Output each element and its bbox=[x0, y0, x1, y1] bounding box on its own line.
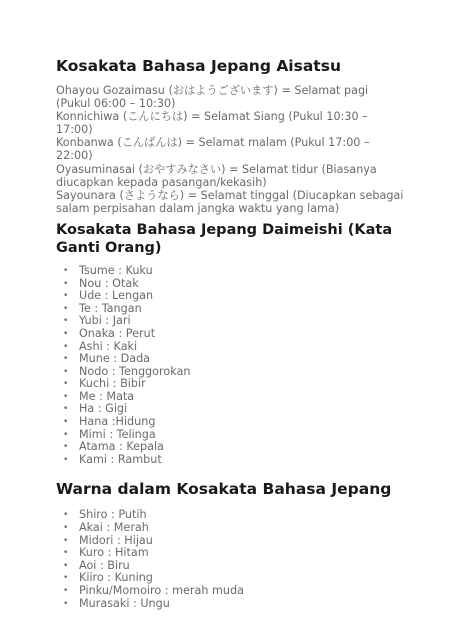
list-item-text: Aoi : Biru bbox=[79, 558, 130, 572]
list-item bbox=[56, 454, 418, 467]
bullet-icon: • bbox=[63, 560, 69, 571]
list-item-text: Me : Mata bbox=[79, 389, 135, 403]
bullet-icon: • bbox=[63, 510, 69, 521]
bullet-icon: • bbox=[63, 573, 69, 584]
bullet-icon: • bbox=[63, 535, 69, 546]
bullet-icon: • bbox=[63, 341, 69, 352]
bullet-icon: • bbox=[63, 354, 69, 365]
aisatsu-line: Ohayou Gozaimasu (おはようございます) = Selamat pagi (Pukul 06:00 – 10:30) bbox=[56, 84, 369, 111]
list-item-text: Tsume : Kuku bbox=[79, 263, 153, 277]
aisatsu-line: Oyasuminasai (おやすみなさい) = Selamat tidur (Biasanya diucapkan kepada pasangan/kekasih) bbox=[56, 162, 377, 189]
daimeishi-list bbox=[56, 265, 418, 467]
bullet-icon: • bbox=[63, 379, 69, 390]
bullet-icon: • bbox=[63, 429, 69, 440]
warna-list bbox=[56, 509, 418, 610]
bullet-icon: • bbox=[63, 303, 69, 314]
list-item-text: Pinku/Momoiro : merah muda bbox=[79, 584, 244, 597]
bullet-icon: • bbox=[63, 328, 69, 339]
bullet-icon: • bbox=[63, 586, 69, 596]
heading-daimeishi: Kosakata Bahasa Jepang Daimeishi (Kata Ganti Orang) bbox=[56, 221, 393, 256]
heading-aisatsu: Kosakata Bahasa Jepang Aisatsu bbox=[56, 57, 341, 75]
bullet-icon: • bbox=[63, 391, 69, 402]
list-item-text: Ashi : Kaki bbox=[79, 339, 138, 353]
list-item-text: Kuro : Hitam bbox=[79, 546, 149, 560]
bullet-icon: • bbox=[63, 278, 69, 289]
list-item-text: Ude : Lengan bbox=[79, 289, 154, 303]
aisatsu-line: Sayounara (さようなら) = Selamat tinggal (Diucapkan sebagai salam perpisahan dalam jangka waktu yang lama) bbox=[56, 188, 404, 215]
list-item-text: Mune : Dada bbox=[79, 352, 151, 366]
bullet-icon: • bbox=[63, 291, 69, 302]
list-item-text: Nou : Otak bbox=[79, 276, 139, 290]
bullet-icon: • bbox=[63, 454, 69, 465]
list-item-text: Kiiro : Kuning bbox=[79, 571, 153, 585]
bullet-icon: • bbox=[63, 548, 69, 559]
bullet-icon: • bbox=[63, 598, 69, 609]
list-item-text: Shiro : Putih bbox=[79, 508, 147, 522]
list-item-text: Kami : Rambut bbox=[79, 452, 162, 466]
list-item-text: Akai : Merah bbox=[79, 521, 149, 535]
list-item-text: Te : Tangan bbox=[79, 301, 142, 315]
heading-warna: Warna dalam Kosakata Bahasa Jepang bbox=[56, 480, 392, 499]
bullet-icon: • bbox=[63, 442, 69, 453]
bullet-icon: • bbox=[63, 366, 69, 377]
list-item-text: Kuchi : Bibir bbox=[79, 377, 146, 391]
list-item-text: Ha : Gigi bbox=[79, 402, 128, 416]
bullet-icon: • bbox=[63, 523, 69, 534]
list-item-text: Mimi : Telinga bbox=[79, 427, 156, 441]
aisatsu-line: Konnichiwa (こんにちは) = Selamat Siang (Pukul 10:30 – 17:00) bbox=[56, 110, 368, 137]
list-item-text: Hana :Hidung bbox=[79, 415, 156, 429]
aisatsu-section bbox=[56, 84, 418, 215]
bullet-icon: • bbox=[63, 316, 69, 327]
bullet-icon: • bbox=[63, 417, 69, 428]
list-item-text: Onaka : Perut bbox=[79, 326, 156, 340]
list-item-text: Atama : Kepala bbox=[79, 440, 164, 454]
list-item-text: Yubi : Jari bbox=[79, 314, 131, 328]
list-item bbox=[56, 598, 418, 611]
bullet-icon: • bbox=[63, 404, 69, 415]
list-item-text: Murasaki : Ungu bbox=[79, 596, 170, 610]
bullet-icon: • bbox=[63, 265, 69, 276]
list-item-text: Midori : Hijau bbox=[79, 533, 153, 547]
aisatsu-line: Konbanwa (こんばんは) = Selamat malam (Pukul 17:00 – 22:00) bbox=[56, 136, 370, 163]
list-item-text: Nodo : Tenggorokan bbox=[79, 364, 191, 378]
